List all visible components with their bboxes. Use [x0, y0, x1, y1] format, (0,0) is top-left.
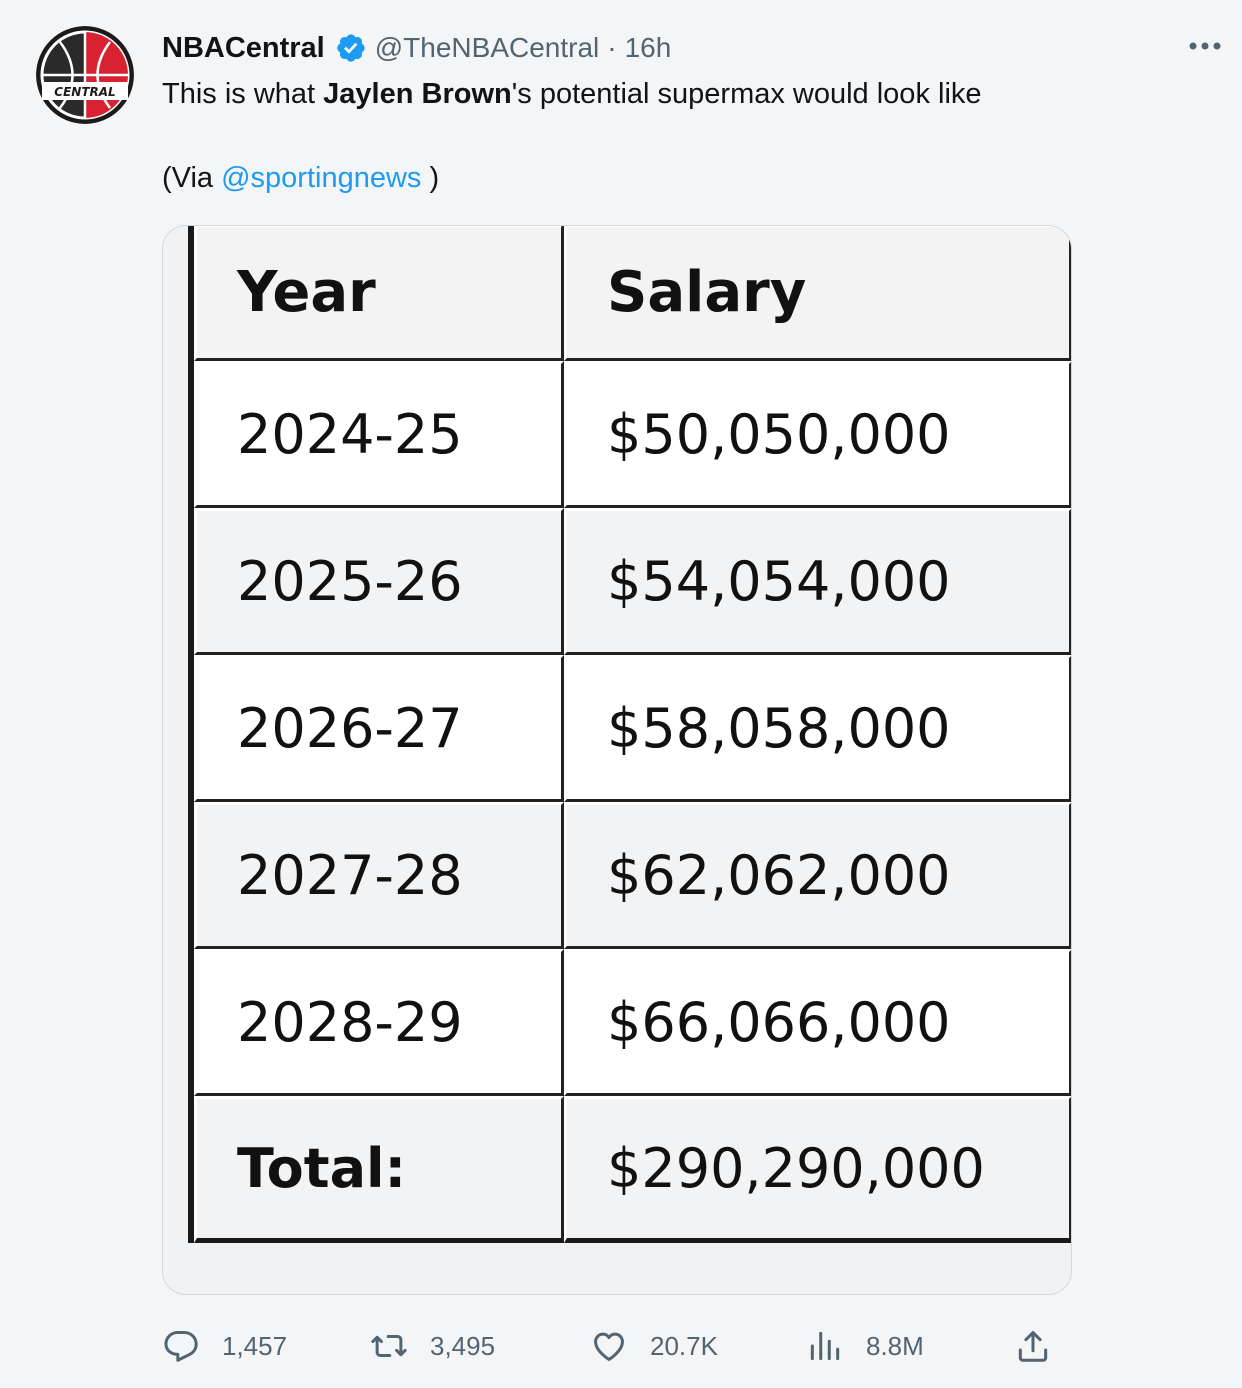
views-icon: [806, 1327, 844, 1365]
retweet-count: 3,495: [430, 1330, 496, 1361]
like-count: 20.7K: [650, 1330, 718, 1361]
table-row: [194, 361, 1072, 508]
author-handle[interactable]: @TheNBACentral: [374, 32, 600, 63]
like-icon: [590, 1327, 628, 1365]
total-value: $290,290,000: [564, 1096, 1072, 1243]
views-button[interactable]: [806, 1318, 924, 1374]
table-row: [194, 802, 1072, 949]
nba-central-logo: [36, 26, 134, 124]
verified-icon: [335, 32, 367, 64]
table-header-row: [194, 225, 1072, 361]
table-row: [194, 508, 1072, 655]
share-button[interactable]: [1014, 1318, 1052, 1374]
reply-count: 1,457: [222, 1330, 288, 1361]
separator: ·: [607, 32, 617, 63]
mention-link[interactable]: @sportingnews: [221, 162, 422, 194]
total-label: Total:: [194, 1096, 564, 1243]
author-name[interactable]: NBACentral: [162, 31, 325, 64]
via-line: (Via @sportingnews ): [162, 162, 440, 194]
more-button[interactable]: [1182, 30, 1228, 62]
views-count: 8.8M: [866, 1330, 924, 1361]
salary-cell: $66,066,000: [564, 949, 1072, 1096]
svg-text:CENTRAL: CENTRAL: [54, 85, 116, 99]
action-bar: [162, 1318, 1062, 1374]
more-icon: [1188, 41, 1222, 51]
retweet-button[interactable]: [370, 1318, 495, 1374]
total-row: [194, 1096, 1072, 1243]
salary-cell: $62,062,000: [564, 802, 1072, 949]
retweet-icon: [370, 1327, 408, 1365]
tweet-text: This is what Jaylen Brown's potential supermax would look like: [162, 78, 982, 110]
year-cell: 2027-28: [194, 802, 564, 949]
like-button[interactable]: [590, 1318, 718, 1374]
table-row: [194, 949, 1072, 1096]
media-image[interactable]: [162, 225, 1072, 1295]
year-cell: 2025-26: [194, 508, 564, 655]
reply-button[interactable]: [162, 1318, 287, 1374]
salary-cell: $54,054,000: [564, 508, 1072, 655]
year-cell: 2024-25: [194, 361, 564, 508]
header-year: Year: [194, 225, 564, 361]
tweet-header: [162, 28, 671, 68]
reply-icon: [162, 1327, 200, 1365]
bold-name: Jaylen Brown: [323, 78, 512, 110]
salary-cell: $58,058,000: [564, 655, 1072, 802]
table-row: [194, 655, 1072, 802]
year-cell: 2028-29: [194, 949, 564, 1096]
timestamp[interactable]: 16h: [624, 32, 672, 63]
share-icon: [1014, 1327, 1052, 1365]
avatar[interactable]: [36, 26, 134, 124]
salary-table: [188, 225, 1072, 1243]
salary-cell: $50,050,000: [564, 361, 1072, 508]
year-cell: 2026-27: [194, 655, 564, 802]
header-salary: Salary: [564, 225, 1072, 361]
